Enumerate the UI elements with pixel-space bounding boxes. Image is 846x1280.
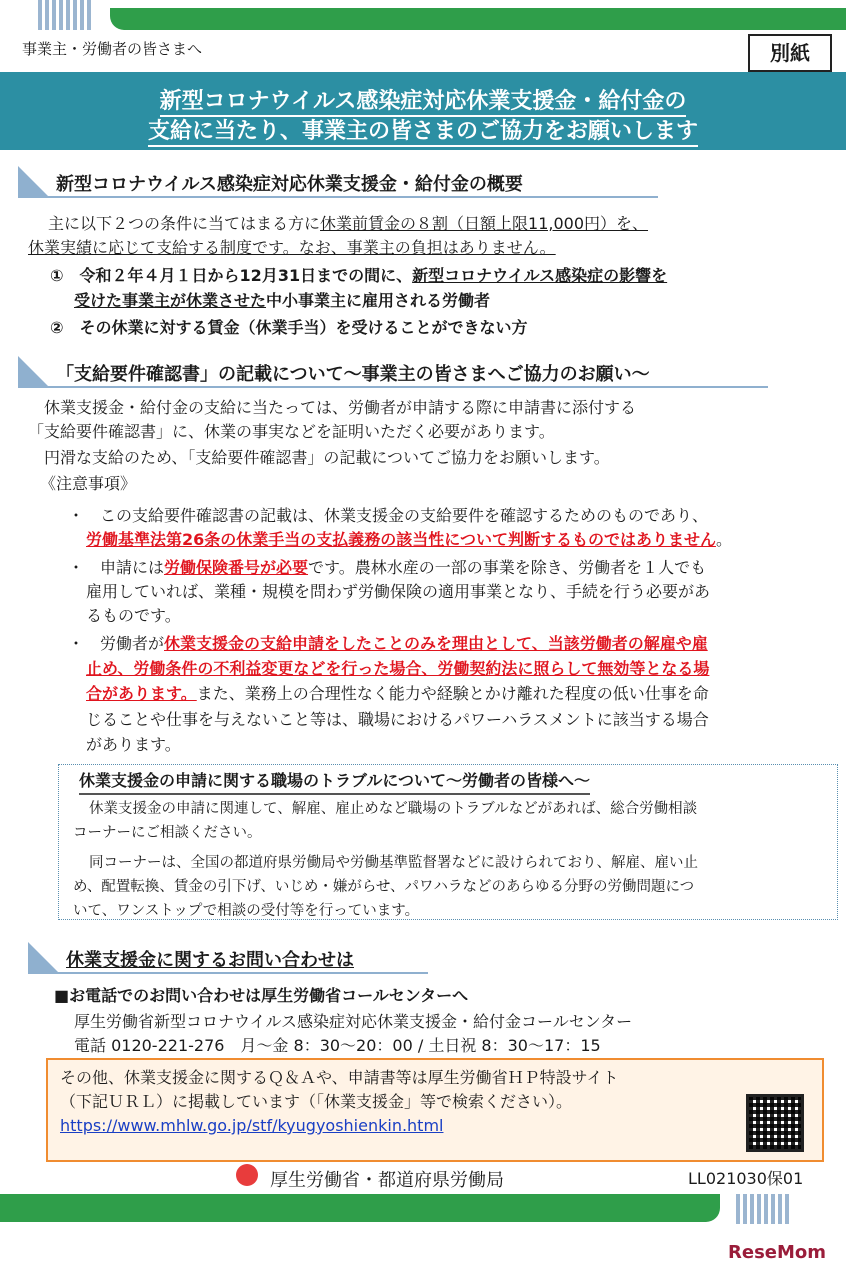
note2-line1: ・ 申請には労働保険番号が必要です。農林水産の一部の事業を除き、労働者を１人でも — [68, 558, 707, 577]
note3-line4: じることや仕事を与えないこと等は、職場におけるパワーハラスメントに該当する場合 — [86, 710, 709, 729]
note1-line1: ・ この支給要件確認書の記載は、休業支援金の支給要件を確認するためのものであり、 — [68, 506, 709, 525]
attachment-badge: 別紙 — [748, 34, 832, 72]
trouble-box-p1-line2: コーナーにご相談ください。 — [73, 825, 262, 841]
notes-label: 《注意事項》 — [40, 474, 137, 493]
qr-code-icon — [746, 1094, 804, 1152]
footer-organization: 厚生労働省・都道府県労働局 — [270, 1170, 504, 1191]
website-info-box — [46, 1058, 824, 1162]
confirmation-para3: 円滑な支給のため、「支給要件確認書」の記載についてご協力をお願いします。 — [44, 448, 610, 467]
trouble-box-p2-line3: いて、ワンストップで相談の受付等を行っています。 — [73, 903, 420, 919]
trouble-consultation-box — [58, 764, 838, 920]
note3-line2: 止め、労働条件の不利益変更などを行った場合、労働契約法に照らして無効等となる場 — [86, 659, 710, 678]
bottom-green-band — [0, 1194, 720, 1222]
section-overview-heading: 新型コロナウイルス感染症対応休業支援金・給付金の概要 — [18, 166, 658, 198]
overview-para-line1: 主に以下２つの条件に当てはまる方に休業前賃金の８割（日額上限11,000円）を、 — [48, 214, 649, 233]
title-line-2: 支給に当たり、事業主の皆さまのご協力をお願いします — [0, 114, 846, 145]
website-url-link[interactable]: https://www.mhlw.go.jp/stf/kyugyoshienkin.html — [60, 1116, 444, 1135]
confirmation-para2: 「支給要件確認書」に、休業の事実などを証明いただく必要があります。 — [28, 422, 555, 441]
website-info-line2: （下記ＵＲＬ）に掲載しています（「休業支援金」等で検索ください）。 — [60, 1092, 573, 1111]
watermark: ReseMom — [728, 1242, 827, 1263]
note3-line5: があります。 — [86, 735, 181, 754]
document-code: LL021030保01 — [688, 1169, 804, 1188]
overview-para-line2: 休業実績に応じて支給する制度です。なお、事業主の負担はありません。 — [28, 238, 556, 257]
decorative-stripes-bottom — [736, 1194, 806, 1224]
condition-2: ② その休業に対する賃金（休業手当）を受けることができない方 — [50, 318, 528, 337]
top-green-band — [110, 8, 846, 30]
note1-line2: 労働基準法第26条の休業手当の支払義務の該当性について判断するものではありません。 — [86, 530, 732, 549]
note3-line1: ・ 労働者が休業支援金の支給申請をしたことのみを理由として、当該労働者の解雇や雇 — [68, 634, 708, 653]
trouble-box-p2-line2: め、配置転換、賃金の引下げ、いじめ・嫌がらせ、パワハラなどのあらゆる分野の労働問題につ — [73, 879, 695, 895]
title-line-1: 新型コロナウイルス感染症対応休業支援金・給付金の — [0, 84, 846, 115]
website-info-line1: その他、休業支援金に関するＱ＆Ａや、申請書等は厚生労働省ＨＰ特設サイト — [60, 1068, 619, 1087]
condition-1-line2: 受けた事業主が休業させた中小事業主に雇用される労働者 — [74, 291, 491, 310]
note2-line3: るものです。 — [86, 606, 181, 625]
title-band — [0, 72, 846, 150]
trouble-box-p2-line1: 同コーナーは、全国の都道府県労働局や労働基準監督署などに設けられており、解雇、雇い止 — [89, 855, 698, 871]
bottom-green-bar — [0, 1194, 846, 1222]
ministry-logo-icon — [236, 1164, 258, 1186]
call-center-phone: 電話 0120-221-276 月～金 8：30～20：00 / 土日祝 8：30～17：15 — [74, 1036, 601, 1055]
confirmation-para1: 休業支援金・給付金の支給に当たっては、労働者が申請する際に申請書に添付する — [44, 398, 637, 417]
trouble-box-p1-line1: 休業支援金の申請に関連して、解雇、雇止めなど職場のトラブルなどがあれば、総合労働相談 — [89, 801, 698, 817]
section-inquiry-heading: 休業支援金に関するお問い合わせは — [28, 942, 428, 974]
note2-line2: 雇用していれば、業種・規模を問わず労働保険の適用事業となり、手続を行う必要があ — [86, 582, 711, 601]
addressee: 事業主・労働者の皆さまへ — [22, 40, 203, 58]
call-center-name: 厚生労働省新型コロナウイルス感染症対応休業支援金・給付金コールセンター — [74, 1012, 633, 1031]
trouble-box-heading: 休業支援金の申請に関する職場のトラブルについて～労働者の皆様へ～ — [79, 769, 590, 795]
phone-inquiry-heading: ■お電話でのお問い合わせは厚生労働省コールセンターへ — [54, 986, 469, 1005]
condition-1-line1: ① 令和２年４月１日から12月31日までの間に、新型コロナウイルス感染症の影響を — [50, 266, 668, 285]
top-green-bar — [0, 0, 846, 30]
note3-line3: 合があります。また、業務上の合理性なく能力や経験とかけ離れた程度の低い仕事を命 — [86, 684, 709, 703]
decorative-stripes — [38, 0, 108, 30]
section-confirmation-heading: 「支給要件確認書」の記載について～事業主の皆さまへご協力のお願い～ — [18, 356, 768, 388]
